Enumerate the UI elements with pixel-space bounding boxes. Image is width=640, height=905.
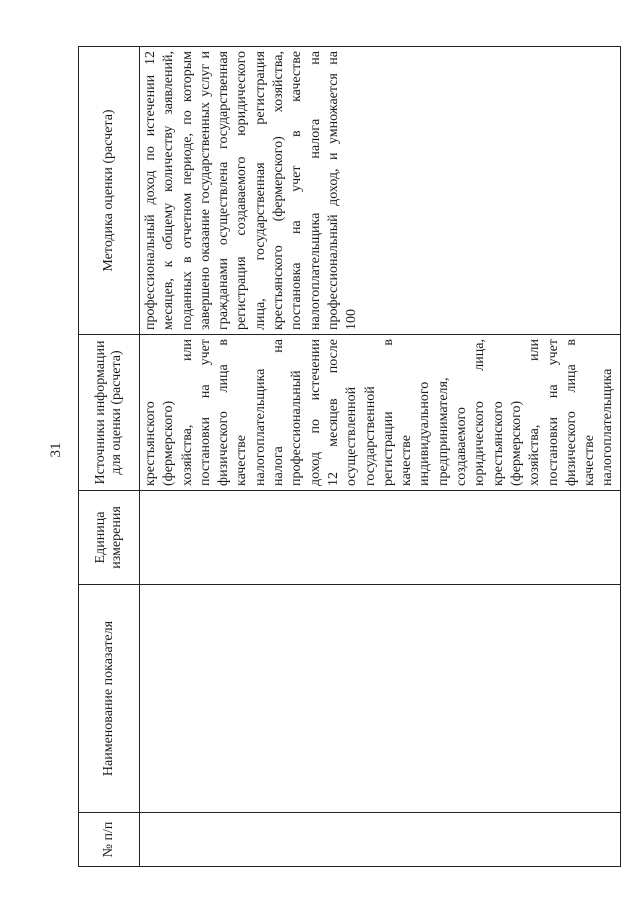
text-line: 12 месяцев после <box>325 339 341 486</box>
text-line: качестве <box>399 435 415 486</box>
text-line: постановки на учет <box>197 339 213 486</box>
page-number: 31 <box>48 442 64 458</box>
text-line: профессиональный доход, и умножается на <box>325 51 341 330</box>
text-line: качестве <box>234 435 250 486</box>
text-line: профессиональный <box>289 370 305 486</box>
text-line: качестве <box>582 435 598 486</box>
header-num: № п/п <box>79 813 140 867</box>
text-line: постановки на учет <box>545 339 561 486</box>
text-line: налогоплательщика налога на <box>307 51 323 330</box>
text-line: крестьянского <box>490 401 506 486</box>
header-source: Источники информации для оценки (расчета) <box>79 335 140 491</box>
cell-unit <box>140 491 621 585</box>
text-line: регистрации в <box>380 339 396 486</box>
text-line: индивидуального <box>417 381 433 486</box>
text-line: доход по истечении <box>307 339 323 486</box>
cell-name <box>140 585 621 813</box>
text-line: государственной <box>362 386 378 486</box>
text-line: хозяйства, или <box>527 339 543 486</box>
text-line: крестьянского (фермерского) хозяйства, <box>271 51 287 330</box>
text-line: предпринимателя, <box>435 377 451 486</box>
header-name: Наименование показателя <box>79 585 140 813</box>
cell-num <box>140 813 621 867</box>
text-line: налогоплательщика <box>252 368 268 486</box>
text-line: осуществленной <box>344 386 360 486</box>
text-line: гражданами осуществлена государственная <box>216 51 232 330</box>
text-line: профессиональный доход по истечении 12 <box>143 51 158 330</box>
text-line: лица, государственная регистрация <box>252 51 268 330</box>
indicator-table <box>78 46 621 867</box>
table-row <box>140 47 621 867</box>
header-method: Методика оценки (расчета) <box>79 47 140 335</box>
cell-method <box>140 47 621 335</box>
text-line: постановка на учет в качестве <box>289 51 305 330</box>
text-line: регистрация создаваемого юридического <box>234 51 250 330</box>
text-line: налога на <box>271 339 287 486</box>
text-line: юридического лица, <box>472 339 488 486</box>
text-line: налогоплательщика <box>600 368 616 486</box>
text-line: 100 <box>344 309 360 330</box>
text-line: хозяйства, или <box>179 339 195 486</box>
text-line: завершено оказание государственных услуг и <box>197 51 213 330</box>
indicator-table-rotated <box>78 47 616 867</box>
text-line: физического лица в <box>563 339 579 486</box>
text-line: месяцев, к общему количеству заявлений, <box>161 51 177 330</box>
header-unit: Единица измерения <box>79 491 140 585</box>
text-line: (фермерского) <box>161 400 177 486</box>
text-line: (фермерского) <box>508 400 524 486</box>
text-line: создаваемого <box>454 407 470 486</box>
cell-source <box>140 335 621 491</box>
text-line: крестьянского <box>143 401 158 486</box>
text-line: поданных в отчетном периоде, по которым <box>179 51 195 330</box>
table-header-row <box>79 47 140 867</box>
text-line: физического лица в <box>216 339 232 486</box>
